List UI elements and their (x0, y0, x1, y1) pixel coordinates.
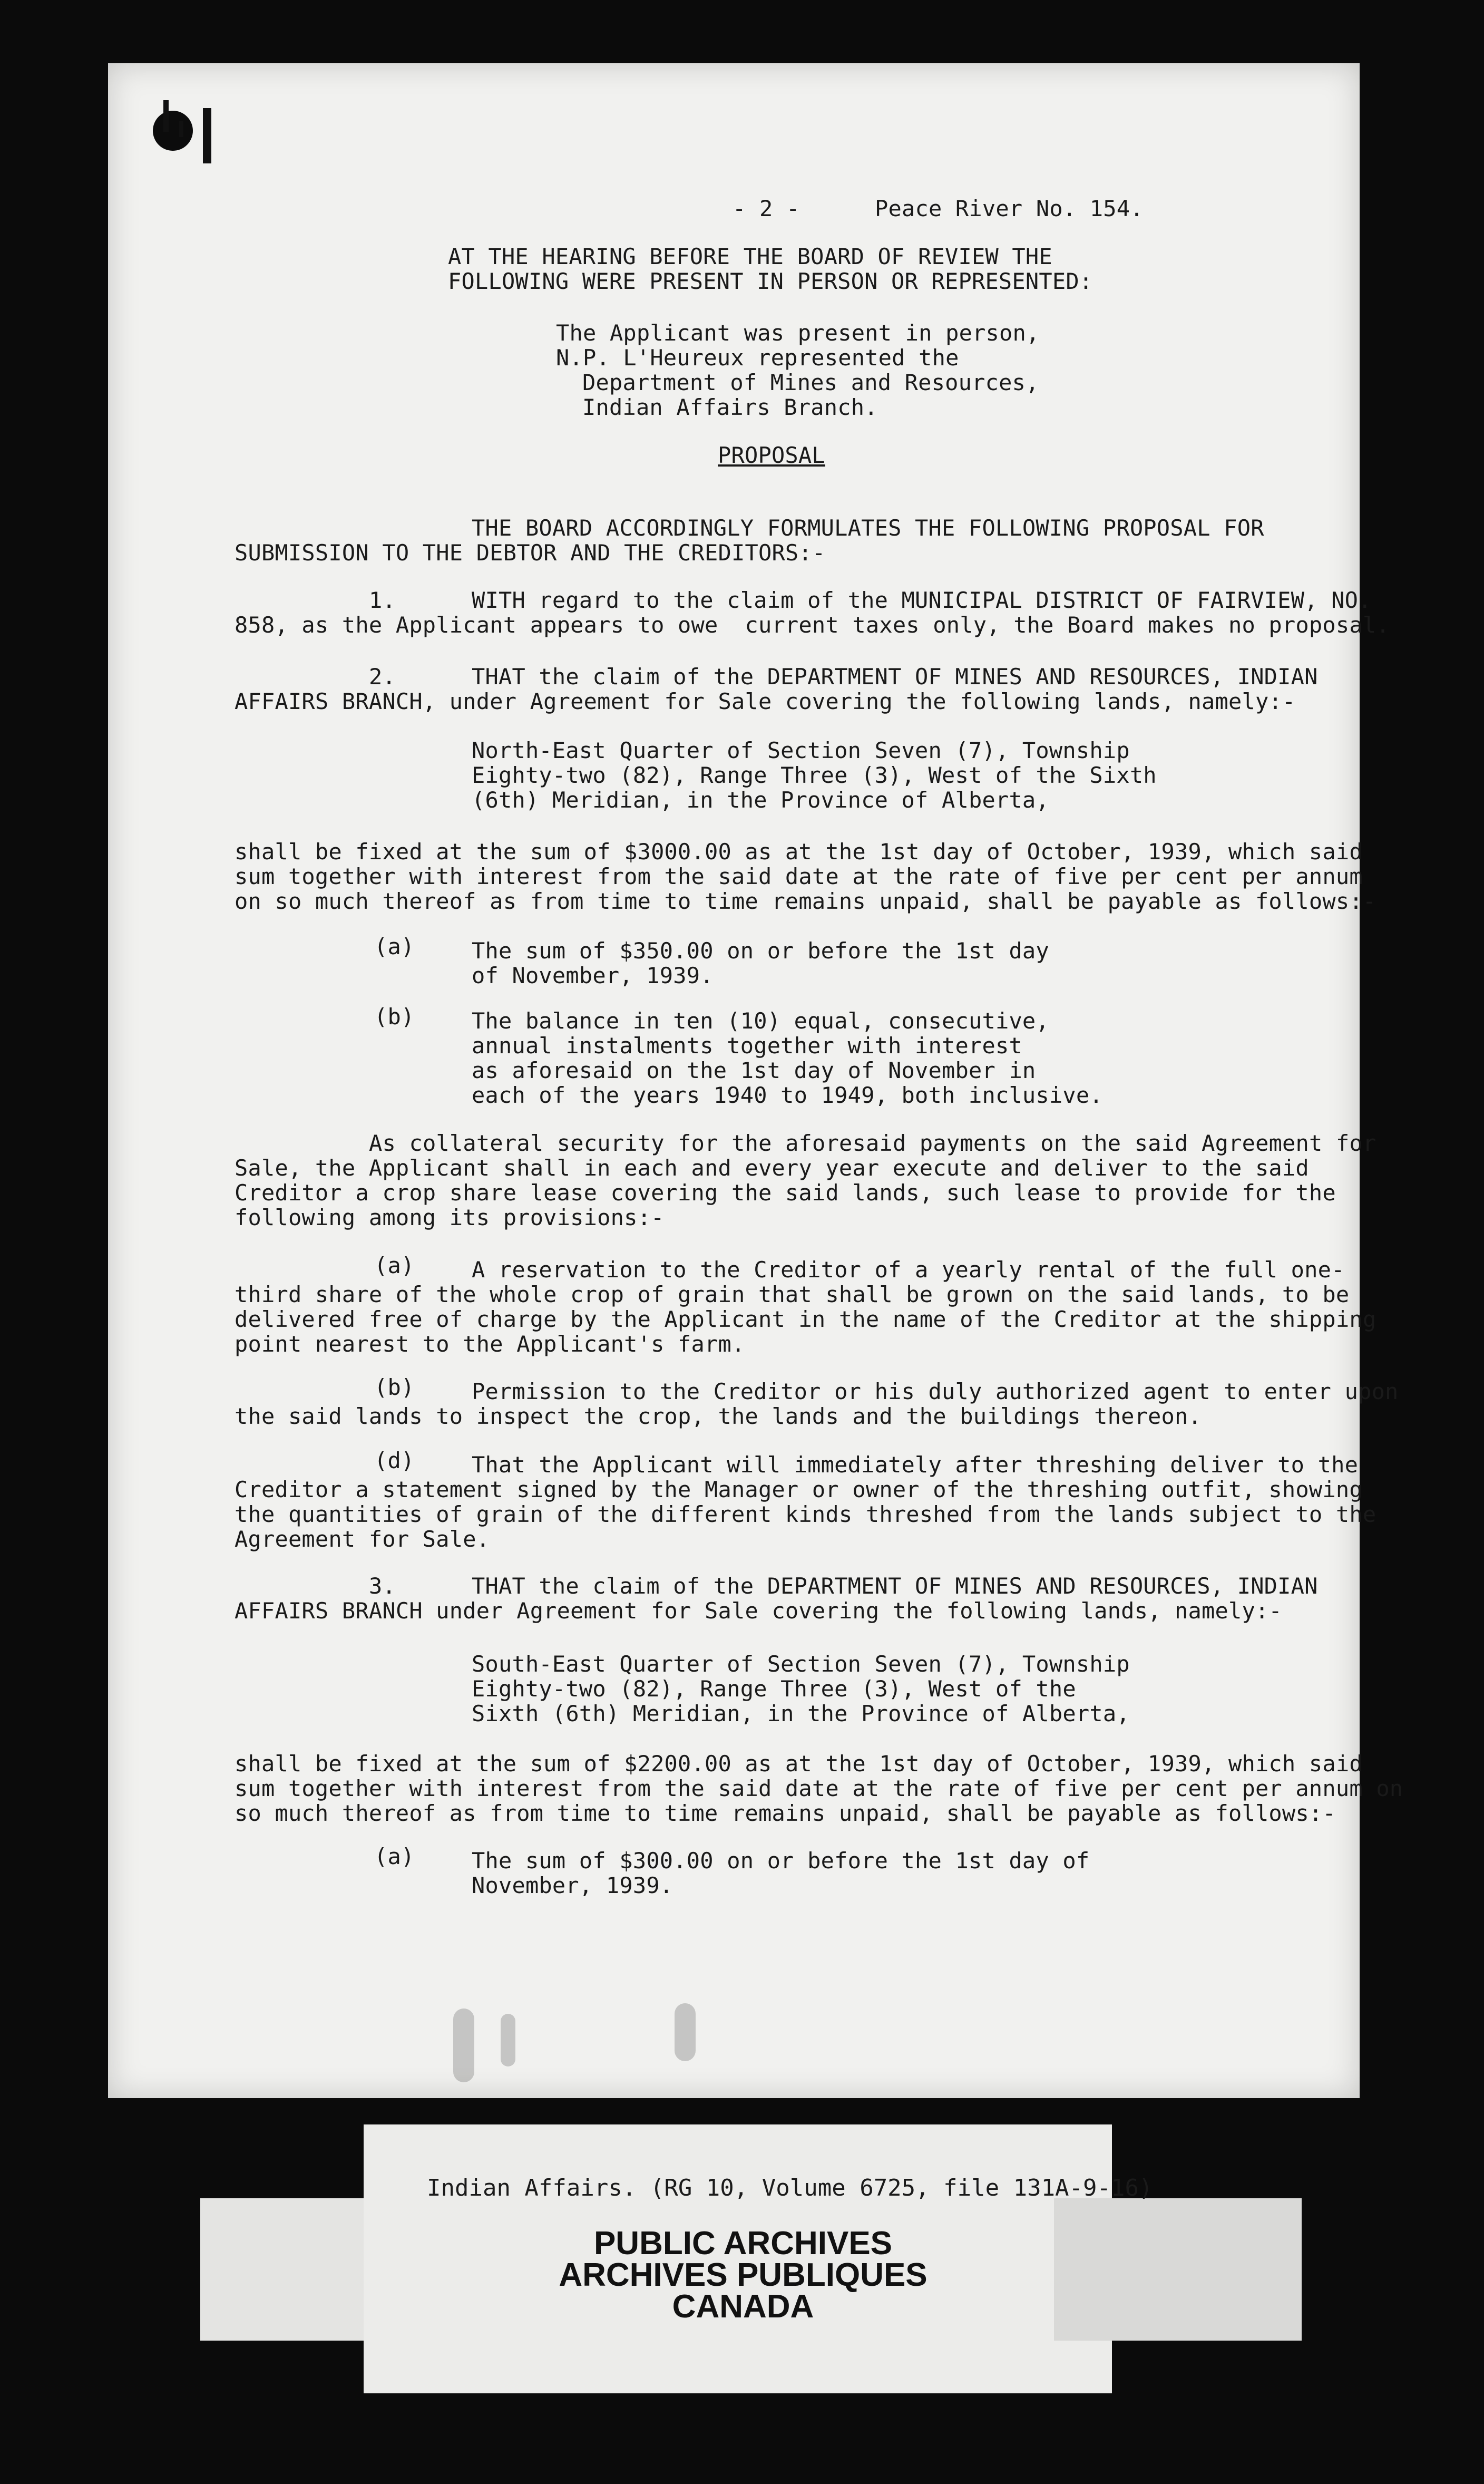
file-reference: Peace River No. 154. (875, 196, 1144, 221)
smudge-mark (501, 2014, 515, 2066)
land-description: (6th) Meridian, in the Province of Alberta, (472, 787, 1049, 813)
hearing-heading: FOLLOWING WERE PRESENT IN PERSON OR REPRESENTED: (448, 268, 1093, 294)
present-text: Indian Affairs Branch. (582, 394, 878, 420)
land-description: Eighty-two (82), Range Three (3), West of the (472, 1676, 1076, 1702)
sub-text: each of the years 1940 to 1949, both inclusive. (472, 1082, 1103, 1108)
intro-text: SUBMISSION TO THE DEBTOR AND THE CREDITORS:- (235, 540, 826, 566)
intro-text: THE BOARD ACCORDINGLY FORMULATES THE FOLLOWING PROPOSAL FOR (472, 515, 1264, 541)
sub-text: as aforesaid on the 1st day of November in (472, 1057, 1036, 1083)
item2-text: shall be fixed at the sum of $3000.00 as at the 1st day of October, 1939, which said (235, 839, 1363, 865)
sub-text: annual instalments together with interest (472, 1033, 1022, 1059)
collateral-text: Creditor a crop share lease covering the said lands, such lease to provide for the (235, 1180, 1336, 1206)
item1-text: 858, as the Applicant appears to owe current taxes only, the Board makes no proposal. (235, 612, 1390, 638)
archive-reference: Indian Affairs. (RG 10, Volume 6725, file 131A-9-16) (427, 2175, 1153, 2201)
sub-label: (b) (374, 1004, 415, 1030)
item1-text: WITH regard to the claim of the MUNICIPAL DISTRICT OF FAIRVIEW, NO. (472, 587, 1372, 613)
item3-text: AFFAIRS BRANCH under Agreement for Sale covering the following lands, namely:- (235, 1598, 1282, 1624)
land-description: North-East Quarter of Section Seven (7), Township (472, 738, 1130, 763)
collateral-text: Agreement for Sale. (235, 1526, 490, 1552)
sub-text: of November, 1939. (472, 963, 714, 988)
hearing-heading: AT THE HEARING BEFORE THE BOARD OF REVIEW THE (448, 244, 1052, 269)
archive-title: PUBLIC ARCHIVES (593, 2225, 893, 2262)
sub-label: (a) (374, 1253, 415, 1278)
collateral-text: Permission to the Creditor or his duly authorized agent to enter upon (472, 1379, 1399, 1404)
item2-text: AFFAIRS BRANCH, under Agreement for Sale covering the following lands, namely:- (235, 688, 1296, 714)
present-text: The Applicant was present in person, (556, 320, 1040, 346)
page-number: - 2 - (733, 196, 800, 221)
collateral-text: the quantities of grain of the different kinds threshed from the lands subject to the (235, 1501, 1376, 1527)
proposal-title: PROPOSAL (718, 442, 825, 468)
sub-text: The sum of $350.00 on or before the 1st day (472, 938, 1049, 964)
present-text: Department of Mines and Resources, (582, 370, 1039, 395)
sub-text: The sum of $300.00 on or before the 1st day of (472, 1848, 1090, 1874)
collateral-text: A reservation to the Creditor of a yearly rental of the full one- (472, 1257, 1345, 1283)
item2-text: THAT the claim of the DEPARTMENT OF MINES AND RESOURCES, INDIAN (472, 664, 1318, 690)
punch-hole (153, 111, 193, 151)
smudge-mark (675, 2003, 696, 2061)
item3-text: so much thereof as from time to time remains unpaid, shall be payable as follows:- (235, 1800, 1336, 1826)
sub-label: (b) (374, 1374, 415, 1400)
sub-label: (d) (374, 1448, 415, 1473)
collateral-text: As collateral security for the aforesaid payments on the said Agreement for (369, 1130, 1376, 1156)
item-number: 2. (369, 664, 396, 690)
archive-title: ARCHIVES PUBLIQUES (559, 2257, 928, 2293)
collateral-text: That the Applicant will immediately after threshing deliver to the (472, 1452, 1359, 1478)
smudge-mark (453, 2008, 474, 2082)
collateral-text: third share of the whole crop of grain that shall be grown on the said lands, to be (235, 1282, 1350, 1307)
item3-text: shall be fixed at the sum of $2200.00 as at the 1st day of October, 1939, which said (235, 1751, 1363, 1777)
item2-text: on so much thereof as from time to time remains unpaid, shall be payable as follows:- (235, 888, 1376, 914)
collateral-text: point nearest to the Applicant's farm. (235, 1331, 745, 1357)
margin-mark (203, 108, 211, 163)
land-description: Sixth (6th) Meridian, in the Province of Alberta, (472, 1701, 1130, 1726)
collateral-text: delivered free of charge by the Applicant in the name of the Creditor at the shipping (235, 1306, 1376, 1332)
archive-title: CANADA (672, 2288, 814, 2325)
margin-mark (179, 121, 183, 137)
collateral-text: Sale, the Applicant shall in each and every year execute and deliver to the said (235, 1155, 1309, 1181)
item2-text: sum together with interest from the said date at the rate of five per cent per annum (235, 863, 1363, 889)
land-description: South-East Quarter of Section Seven (7), Township (472, 1651, 1130, 1677)
item-number: 1. (369, 587, 396, 613)
sub-text: November, 1939. (472, 1872, 673, 1898)
margin-mark (163, 100, 169, 132)
sub-label: (a) (374, 934, 415, 959)
land-description: Eighty-two (82), Range Three (3), West of the Sixth (472, 762, 1157, 788)
collateral-text: the said lands to inspect the crop, the lands and the buildings thereon. (235, 1403, 1202, 1429)
sub-label: (a) (374, 1843, 415, 1869)
sub-text: The balance in ten (10) equal, consecutive, (472, 1008, 1049, 1034)
item3-text: sum together with interest from the said date at the rate of five per cent per annum on (235, 1775, 1403, 1801)
collateral-text: Creditor a statement signed by the Manager or owner of the threshing outfit, showing (235, 1477, 1363, 1502)
collateral-text: following among its provisions:- (235, 1205, 665, 1230)
present-text: N.P. L'Heureux represented the (556, 345, 959, 371)
item-number: 3. (369, 1573, 396, 1599)
item3-text: THAT the claim of the DEPARTMENT OF MINES AND RESOURCES, INDIAN (472, 1573, 1318, 1599)
